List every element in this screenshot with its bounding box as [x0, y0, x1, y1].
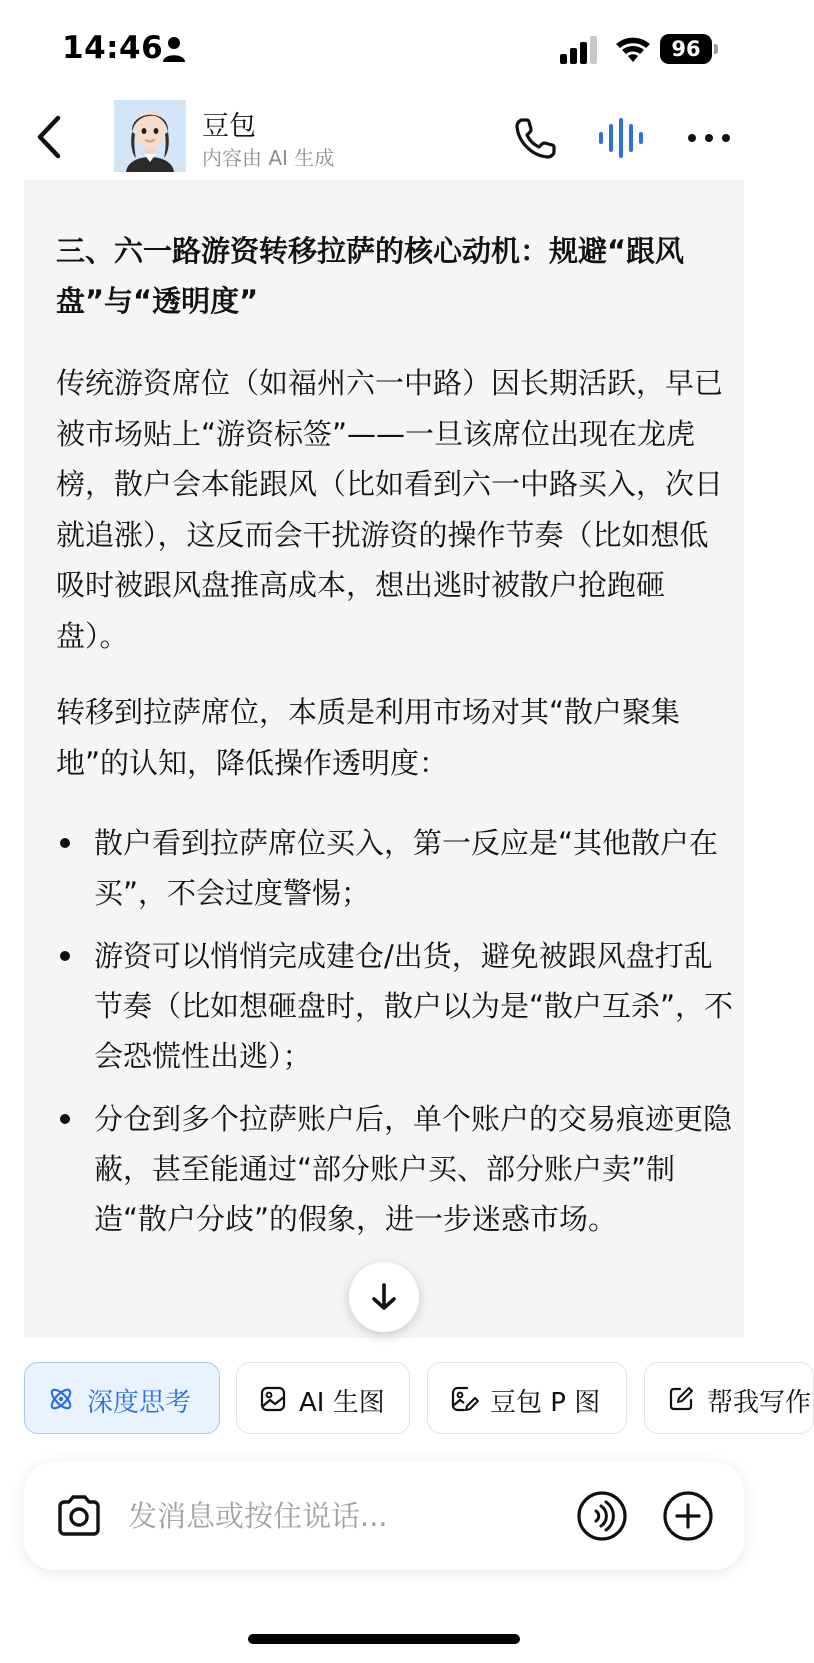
bullet-dot: [60, 951, 70, 961]
photo-edit-icon: [450, 1385, 478, 1413]
status-bar: [0, 0, 768, 96]
chip-label: AI 生图: [299, 1388, 385, 1418]
bullet-item: [56, 818, 736, 918]
bullet-list: [56, 818, 736, 1257]
chip-label: 帮我写作: [707, 1388, 812, 1418]
chip-deep-thinking[interactable]: [24, 1362, 220, 1434]
home-indicator[interactable]: [248, 1634, 520, 1644]
paragraph: 传统游资席位（如福州六一中路）因长期活跃，早已被市场贴上“游资标签”——一旦该席位出现在龙虎榜，散户会本能跟风（比如看到六一中路买入，次日就追涨），这反而会干扰游资的操作节奏（比如想低吸时被跟风盘推高成本，想出逃时被散户抢跑砸盘）。: [56, 366, 724, 653]
phone-icon[interactable]: [512, 114, 560, 162]
arrow-down-icon: [368, 1281, 400, 1313]
back-icon[interactable]: [28, 110, 72, 164]
person-icon: [162, 36, 186, 62]
camera-icon[interactable]: [54, 1492, 104, 1540]
wifi-icon: [614, 34, 652, 64]
image-icon: [259, 1385, 287, 1413]
chip-photo-edit[interactable]: [427, 1362, 627, 1434]
section-title: 三、六一路游资转移拉萨的核心动机：规避“跟风盘”与“透明度”: [56, 234, 685, 318]
plus-icon[interactable]: [662, 1490, 714, 1542]
paragraph: 转移到拉萨席位，本质是利用市场对其“散户聚集地”的认知，降低操作透明度：: [56, 695, 681, 780]
bullet-text: 游资可以悄悄完成建仓/出货，避免被跟风盘打乱节奏（比如想砸盘时，散户以为是“散户互杀”，不会恐慌性出逃）；: [94, 939, 734, 1073]
write-icon: [667, 1385, 695, 1413]
chip-label: 豆包 P 图: [490, 1388, 601, 1418]
scroll-to-bottom-button[interactable]: [349, 1262, 419, 1332]
avatar-image: [114, 100, 186, 172]
bullet-text: 分仓到多个拉萨账户后，单个账户的交易痕迹更隐蔽，甚至能通过“部分账户买、部分账户卖”制造“散户分歧”的假象，进一步迷惑市场。: [94, 1102, 733, 1236]
bot-name: 豆包: [202, 111, 256, 142]
bullet-dot: [60, 1114, 70, 1124]
cellular-signal-icon: [560, 36, 600, 64]
atom-icon: [47, 1385, 75, 1413]
chat-header: [0, 96, 768, 180]
voice-input-icon[interactable]: [576, 1490, 628, 1542]
bullet-item: [56, 931, 736, 1081]
bullet-text: 散户看到拉萨席位买入，第一反应是“其他散户在买”，不会过度警惕；: [94, 826, 719, 910]
chip-writing[interactable]: [644, 1362, 814, 1434]
bullet-item: [56, 1094, 736, 1244]
battery-tip: [714, 44, 718, 54]
quick-action-chips: [0, 1362, 812, 1438]
message-input[interactable]: [128, 1492, 568, 1540]
voice-wave-icon[interactable]: [596, 114, 646, 162]
avatar[interactable]: [114, 100, 186, 172]
message-input-bar: [24, 1462, 744, 1570]
status-time: 14:46: [62, 30, 164, 66]
battery-level: 96: [660, 34, 712, 64]
battery-icon: [660, 34, 718, 64]
chip-label: 深度思考: [87, 1388, 192, 1418]
chip-ai-image[interactable]: [236, 1362, 410, 1434]
message-bubble: [24, 180, 744, 1338]
bullet-dot: [60, 838, 70, 848]
more-icon[interactable]: [684, 114, 734, 162]
bot-subtitle: 内容由 AI 生成: [202, 146, 335, 170]
